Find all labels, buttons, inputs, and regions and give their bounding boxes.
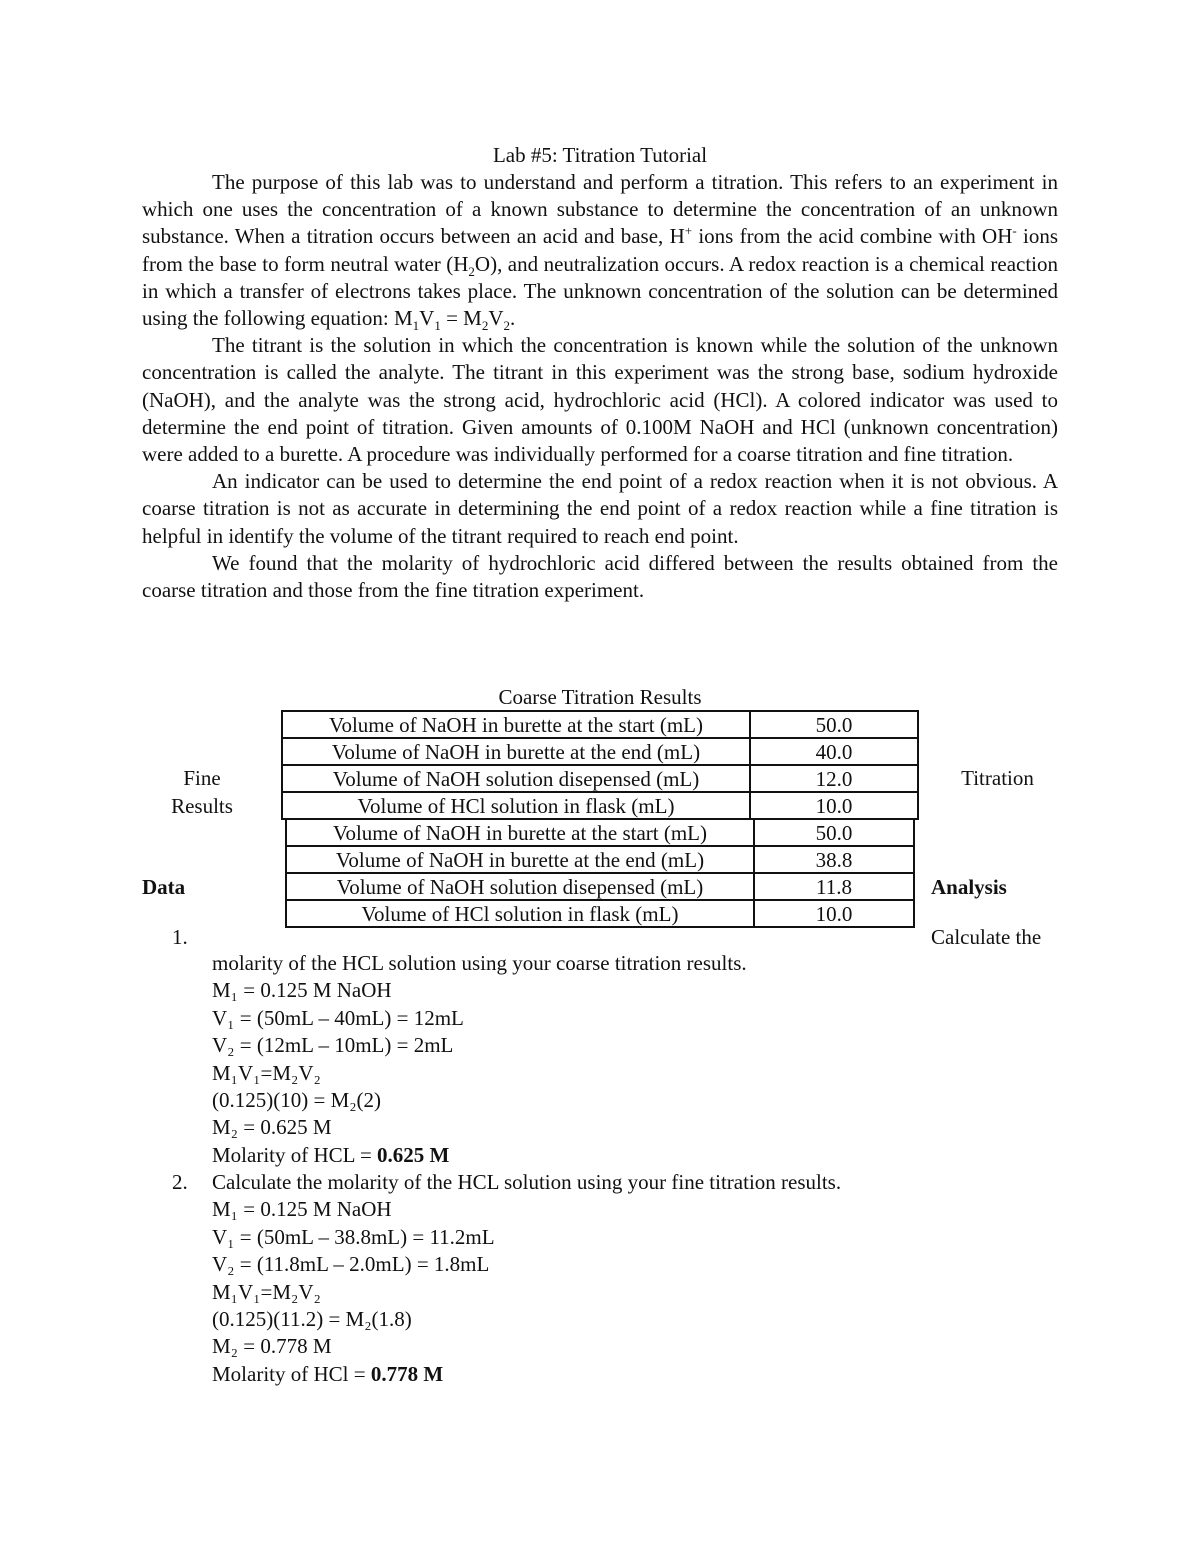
calc-line: M₂ = 0.625 M bbox=[212, 1115, 332, 1140]
table-cell-label: Volume of NaOH solution disepensed (mL) bbox=[286, 873, 754, 900]
table-cell-label: Volume of NaOH in burette at the start (mL) bbox=[282, 711, 750, 738]
fine-label-line: Fine bbox=[183, 766, 221, 790]
table-cell-label: Volume of HCl solution in flask (mL) bbox=[282, 792, 750, 819]
question-2-text: Calculate the molarity of the HCL solution using your fine titration results. bbox=[212, 1170, 842, 1194]
calc-line: M₁V₁=M₂V₂ bbox=[212, 1279, 321, 1304]
table-cell-label: Volume of HCl solution in flask (mL) bbox=[286, 900, 754, 927]
calc-line: V₂ = (12mL – 10mL) = 2mL bbox=[212, 1033, 454, 1058]
question-2-number: 2. bbox=[172, 1170, 188, 1194]
table-cell-value: 10.0 bbox=[750, 792, 918, 819]
table-row bbox=[286, 819, 914, 846]
calc-line: M₁ = 0.125 M NaOH bbox=[212, 978, 392, 1003]
table-cell-value: 11.8 bbox=[754, 873, 914, 900]
results-label-line: Results bbox=[171, 794, 233, 818]
table-cell-label: Volume of NaOH solution disepensed (mL) bbox=[282, 765, 750, 792]
table-row bbox=[282, 738, 918, 765]
titration-label: Titration bbox=[961, 766, 1034, 790]
table-cell-value: 38.8 bbox=[754, 846, 914, 873]
paragraph-indicator: An indicator can be used to determine the end point of a redox reaction when it is not obvious. A coarse titration is not as accurate in determining the end point of a redox reaction while a fine titration is helpful in identify the volume of the titrant required to reach end point. bbox=[142, 469, 1058, 548]
question-1-number: 1. bbox=[172, 925, 188, 949]
table-cell-value: 50.0 bbox=[750, 711, 918, 738]
table-row bbox=[282, 765, 918, 792]
coarse-table-caption: Coarse Titration Results bbox=[498, 685, 702, 709]
question-1-text: molarity of the HCL solution using your coarse titration results. bbox=[212, 951, 747, 975]
calc-line: M₁ = 0.125 M NaOH bbox=[212, 1197, 392, 1222]
question-1-work bbox=[212, 950, 747, 1169]
question-2-work bbox=[212, 1169, 841, 1388]
calc-line: M₁V₁=M₂V₂ bbox=[212, 1060, 321, 1085]
paragraph-titrant: The titrant is the solution in which the concentration is known while the solution of the unknown concentration is called the analyte. The titrant in this experiment was the strong base, sodium hydroxide (NaOH), and the analyte was the strong acid, hydrochloric acid (HCl). A colored indicator was used to determine the end point of titration. Given amounts of 0.100M NaOH and HCl (unknown concentration) were added to a burette. A procedure was individually performed for a coarse titration and fine titration. bbox=[142, 333, 1058, 467]
question-1-lead: Calculate the bbox=[931, 925, 1042, 949]
table-cell-label: Volume of NaOH in burette at the start (mL) bbox=[286, 819, 754, 846]
table-cell-label: Volume of NaOH in burette at the end (mL) bbox=[286, 846, 754, 873]
page-title: Lab #5: Titration Tutorial bbox=[492, 143, 708, 167]
fine-results-label bbox=[160, 764, 244, 820]
calc-line: (0.125)(11.2) = M₂(1.8) bbox=[212, 1307, 412, 1332]
paragraph-findings: We found that the molarity of hydrochloric acid differed between the results obtained from the coarse titration and those from the fine titration experiment. bbox=[142, 550, 1058, 603]
data-heading: Data bbox=[142, 875, 186, 899]
table-cell-value: 50.0 bbox=[754, 819, 914, 846]
question-1-result: Molarity of HCL = 0.625 M bbox=[212, 1142, 450, 1167]
calc-line: V₁ = (50mL – 40mL) = 12mL bbox=[212, 1005, 464, 1030]
table-cell-value: 10.0 bbox=[754, 900, 914, 927]
analysis-heading: Analysis bbox=[931, 875, 1007, 899]
introduction bbox=[142, 169, 1058, 604]
coarse-titration-table bbox=[281, 710, 919, 820]
paragraph-purpose: The purpose of this lab was to understand and perform a titration. This refers to an experiment in which one uses the concentration of a known substance to determine the concentration of an unknown substance. When a titration occurs between an acid and base, H+ ions from the acid combine with OH- ions from the base to form neutral water $(H_2O)$, and neutralization occurs. A redox reaction is a chemical reaction in which a transfer of electrons takes place. The unknown concentration of the solution can be determined using the following equation: $M_1V_1 = M_2V_2$. bbox=[142, 170, 1058, 334]
calc-line: V₁ = (50mL – 38.8mL) = 11.2mL bbox=[212, 1224, 495, 1249]
table-cell-value: 12.0 bbox=[750, 765, 918, 792]
fine-titration-table bbox=[285, 818, 915, 928]
table-row bbox=[286, 873, 914, 900]
calc-line: V₂ = (11.8mL – 2.0mL) = 1.8mL bbox=[212, 1252, 490, 1277]
calc-line: (0.125)(10) = M₂(2) bbox=[212, 1088, 382, 1113]
table-cell-label: Volume of NaOH in burette at the end (mL) bbox=[282, 738, 750, 765]
table-row bbox=[286, 846, 914, 873]
calc-line: M₂ = 0.778 M bbox=[212, 1334, 332, 1359]
table-row bbox=[286, 900, 914, 927]
question-2-result: Molarity of HCl = 0.778 M bbox=[212, 1361, 444, 1386]
table-row bbox=[282, 792, 918, 819]
table-row bbox=[282, 711, 918, 738]
table-cell-value: 40.0 bbox=[750, 738, 918, 765]
